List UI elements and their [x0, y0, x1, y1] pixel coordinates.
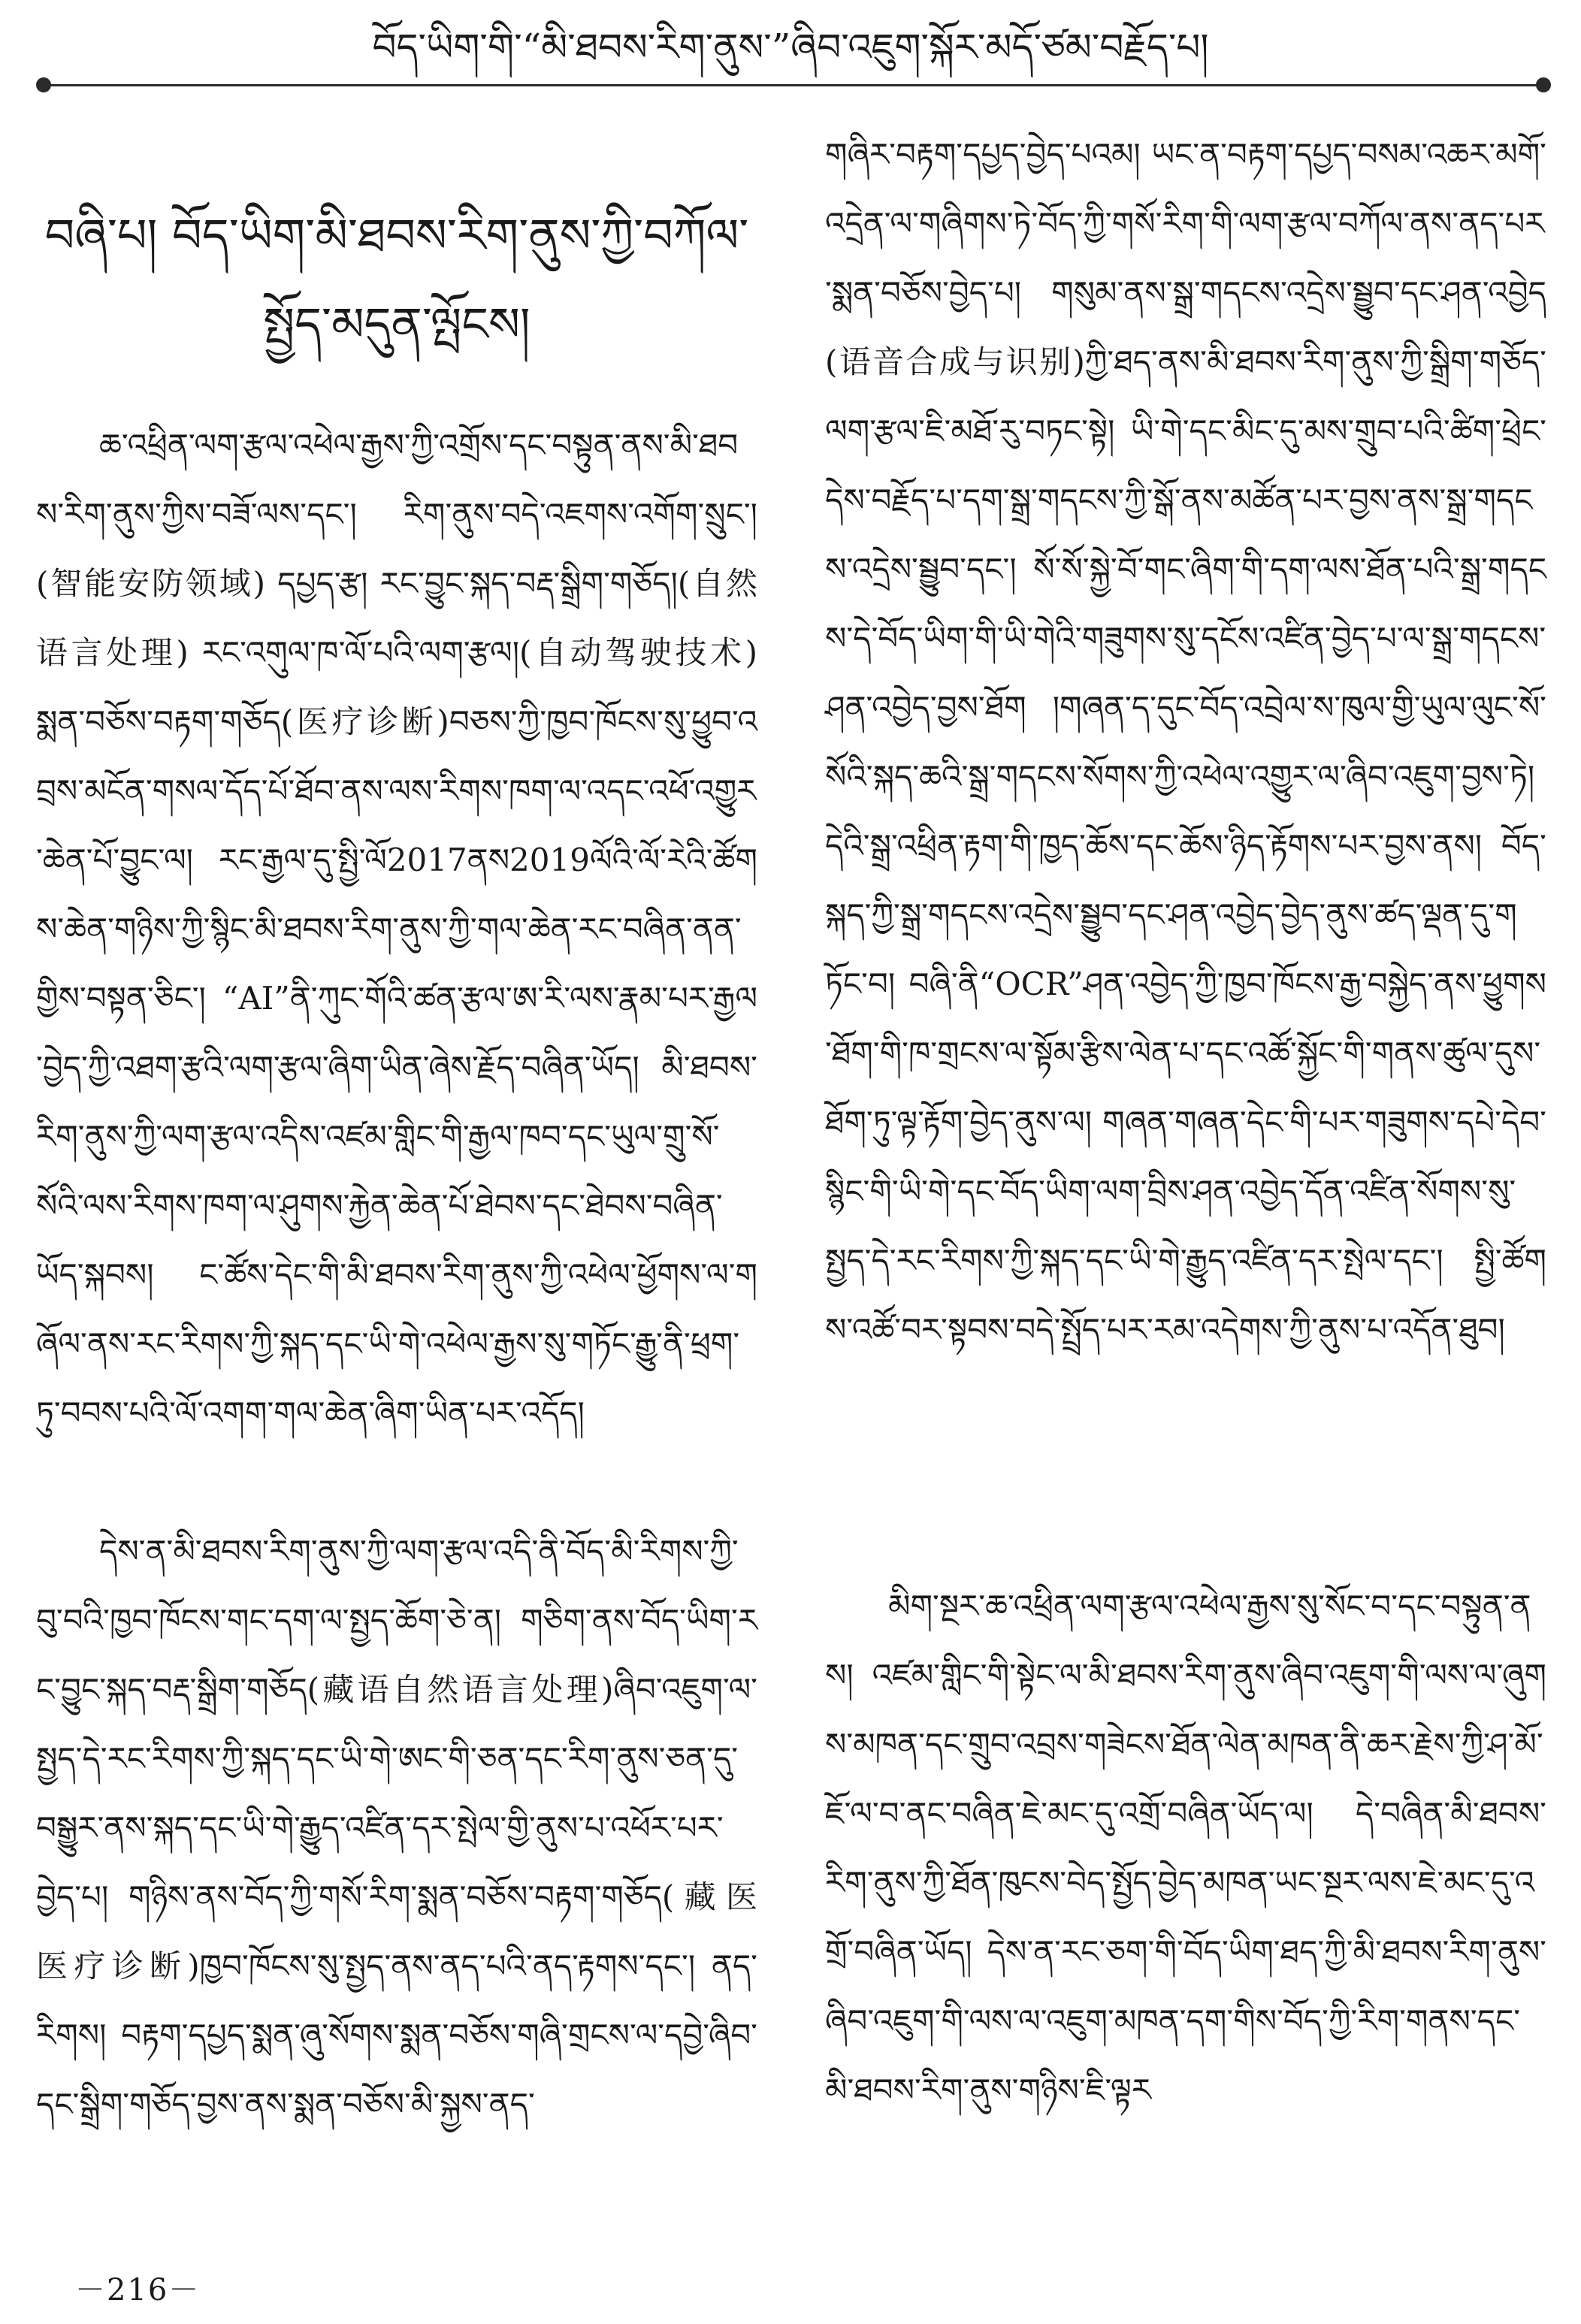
section-title: བཞི་པ། བོད་ཡིག་མི་ཐབས་རིག་ནུས་ཀྱི་བཀོལ་སྤྱོད་མདུན་ལྤོངས། [44, 208, 749, 352]
right-column [825, 120, 1546, 2125]
header-rule-left-dot [36, 77, 51, 92]
header-rule [44, 84, 1543, 86]
body-paragraph-3: གཞིར་བརྟག་དཔྱད་བྱེད་པའམ། ཡང་ན་བརྟག་དཔྱད་བསམ་འཆར་མགོ་འདྲེན་ལ་གཞིགས་ཏེ་བོད་ཀྱི་གསོ་རིག་གི་ལག་རྩལ་བཀོལ་ནས་ནད་པར་སྨན་བཅོས་བྱེད་པ། གསུམ་ནས་སྒྲ་གདངས་འདྲེས་སྦྱུབ་དང་ཤན་འབྱེད(语音合成与识别)ཀྱི་ཐད་ནས་མི་ཐབས་རིག་ནུས་ཀྱི་སྒྲིག་གཅོད་ལག་རྩལ་ཇི་མཐོ་རུ་བཏང་སྟེ། ཡི་གེ་དང་མིང་དུ་མས་གྲུབ་པའི་ཚིག་ཕྲེང་དེས་བརྗོད་པ་དག་སྒྲ་གདངས་ཀྱི་སྒོ་ནས་མཚོན་པར་བྱས་ནས་སྒྲ་གདངས་འདྲེས་སྦྱུབ་དང་། སོ་སོ་སྐྱེ་བོ་གང་ཞིག་གི་དག་ལས་ཐོན་པའི་སྒྲ་གདངས་དེ་བོད་ཡིག་གི་ཡི་གེའི་གཟུགས་སུ་དངོས་འཛིན་བྱེད་པ་ལ་སྒྲ་གདངས་ཤན་འབྱེད་བྱས་ཐོག །གཞན་ད་དུང་བོད་འབྲེལ་ས་ཁུལ་གྱི་ཡུལ་ལུང་སོ་སོའི་སྐད་ཆའི་སྒྲ་གདངས་སོགས་ཀྱི་འཕེལ་འགྱུར་ལ་ཞིབ་འཇུག་བྱས་ཏེ། དེའི་སྒྲ་འཕྲིན་རྟག་གི་ཁྱད་ཆོས་དང་ཆོས་ཉིད་རྟོགས་པར་བྱས་ནས། བོད་སྐད་ཀྱི་སྒྲ་གདངས་འདྲེས་སྦྱུབ་དང་ཤན་འབྱེད་བྱེད་ནུས་ཚད་ལྡན་དུ་གཏོང་བ། བཞི་ནི“OCR”ཤན་འབྱེད་ཀྱི་ཁྱབ་ཁོངས་རྒྱ་བསྐྱེད་ནས་ཕྱུགས་ཐོག་གི་ཁ་གྲངས་ལ་སྟོམ་རྩིས་ལེན་པ་དང་འཚོ་སྐྱོང་གི་གནས་ཚུལ་དུས་ཐོག་ཏུ་ལྟ་རྟོག་བྱེད་ནུས་ལ། གཞན་གཞན་དེང་གི་པར་གཟུགས་དཔེ་དེབ་སྙིང་གི་ཡི་གེ་དང་བོད་ཡིག་ལག་བྲིས་ཤན་འབྱེད་དོན་འཛིན་སོགས་སུ་སྤྱད་དེ་རང་རིགས་ཀྱི་སྐད་དང་ཡི་གེ་རྒྱུད་འཛིན་དར་སྤེལ་དང་། སྤྱི་ཚོགས་འཚོ་བར་སྟབས་བདེ་སྤྲོད་པར་རམ་འདེགས་ཀྱི་ནུས་པ་འདོན་ཐུབ། [825, 136, 1546, 1348]
page-number: －216－ [75, 2273, 201, 2307]
body-paragraph-4: མིག་སྔར་ཆ་འཕྲིན་ལག་རྩལ་འཕེལ་རྒྱས་སུ་སོང་བ་དང་བསྟུན་ནས། འཛམ་གླིང་གི་སྟེང་ལ་མི་ཐབས་རིག་ནུས་ཞིབ་འཇུག་གི་ལས་ལ་ཞུགས་མཁན་དང་གྲུབ་འབྲས་གཟེངས་ཐོན་ལེན་མཁན་ནི་ཆར་རྗེས་ཀྱི་ཤ་མོ་ཇོ་ལ་བ་ནང་བཞིན་ཇེ་མང་དུ་འགྲོ་བཞིན་ཡོད་ལ། དེ་བཞིན་མི་ཐབས་རིག་ནུས་ཀྱི་ཐོན་ཁུངས་བེད་སྤྱོད་བྱེད་མཁན་ཡང་སྔར་ལས་ཇེ་མང་དུ་འགྲོ་བཞིན་ཡོད། དེས་ན་རང་ཅག་གི་བོད་ཡིག་ཐད་ཀྱི་མི་ཐབས་རིག་ནུས་ཞིབ་འཇུག་གི་ལས་ལ་འཇུག་མཁན་དག་གིས་བོད་ཀྱི་རིག་གནས་དང་མི་ཐབས་རིག་ནུས་གཉིས་ཇི་ལྟར [825, 1588, 1546, 2108]
body-paragraph-2: དེས་ན་མི་ཐབས་རིག་ནུས་ཀྱི་ལག་རྩལ་འདི་ནི་བོད་མི་རིགས་ཀྱི་བུ་བའི་ཁྱབ་ཁོངས་གང་དག་ལ་སྤྱད་ཆོག་ཅེ་ན། གཅིག་ནས་བོད་ཡིག་རང་བྱུང་སྐད་བརྡ་སྒྲིག་གཅོད(藏语自然语言处理)ཞིབ་འཇུག་ལ་སྤྱད་དེ་རང་རིགས་ཀྱི་སྐད་དང་ཡི་གེ་ཨང་གི་ཅན་དང་རིག་ནུས་ཅན་དུ་བསྒྱུར་ནས་སྐད་དང་ཡི་གེ་རྒྱུད་འཛིན་དར་སྤེལ་གྱི་ནུས་པ་འཕོར་པར་བྱེད་པ། གཉིས་ནས་བོད་ཀྱི་གསོ་རིག་སྨན་བཅོས་བརྟག་གཅོད(藏医医疗诊断)ཁྱབ་ཁོངས་སུ་སྤྱད་ནས་ནད་པའི་ནད་རྟགས་དང་། ནད་རིགས། བརྟག་དཔྱད་སྨན་ཞུ་སོགས་སྨན་བཅོས་གཞི་གྲངས་ལ་དབྱེ་ཞིབ་དང་སྒྲིག་གཅོད་བྱས་ནས་སྨན་བཅོས་མི་སྐྱས་ནད་ [36, 1533, 757, 2123]
body-paragraph-1: ཆ་འཕྲིན་ལག་རྩལ་འཕེལ་རྒྱས་ཀྱི་འགྲོས་དང་བསྟུན་ནས་མི་ཐབས་རིག་ནུས་ཀྱིས་བཟོ་ལས་དང་། རིག་ནུས་བདེ་འཇགས་འགོག་སྲུང་།(智能安防领域) དཔྱད་རྩ། རང་བྱུང་སྐད་བརྡ་སྒྲིག་གཅོད།(自然语言处理) རང་འགུལ་ཁ་ལོ་པའི་ལག་རྩལ།(自动驾驶技术) སྨན་བཅོས་བརྟག་གཅོད(医疗诊断)བཅས་ཀྱི་ཁྱབ་ཁོངས་སུ་ཕྱུབ་འབྲས་མངོན་གསལ་དོད་པོ་ཐོབ་ནས་ལས་རིགས་ཁག་ལ་འདང་འཕོ་འགྱུར་ཆེན་པོ་བྱུང་ལ། རང་རྒྱལ་དུ་སྤྱི་ལོ2017ནས2019ལོའི་ལོ་རེའི་ཚོགས་ཆེན་གཉིས་ཀྱི་སྙིང་མི་ཐབས་རིག་ནུས་ཀྱི་གལ་ཆེན་རང་བཞིན་ནན་གྱིས་བསྟན་ཅིང་། “AI”ནི་ཀུང་གོའི་ཚན་རྩལ་ཨ་རི་ལས་རྣམ་པར་རྒྱལ་བྱེད་ཀྱི་འཐག་རྩའི་ལག་རྩལ་ཞིག་ཡིན་ཞེས་རྗོད་བཞིན་ཡོད། མི་ཐབས་རིག་ནུས་ཀྱི་ལག་རྩལ་འདིས་འཛམ་གླིང་གི་རྒྱལ་ཁབ་དང་ཡུལ་གྲུ་སོ་སོའི་ལས་རིགས་ཁག་ལ་ཤུགས་རྐྱེན་ཆེན་པོ་ཐེབས་དང་ཐེབས་བཞིན་ཡོད་སྐབས། ང་ཚོས་དེང་གི་མི་ཐབས་རིག་ནུས་ཀྱི་འཕེལ་ཕྱོགས་ལ་གཞོལ་ནས་རང་རིགས་ཀྱི་སྐད་དང་ཡི་གེ་འཕེལ་རྒྱས་སུ་གཏོང་རྒྱུ་ནི་ཕྲག་ཏུ་བབས་པའི་ལོ་འགག་གལ་ཆེན་ཞིག་ཡིན་པར་འདོད། [36, 427, 757, 1431]
running-header: བོད་ཡིག་གི་“མི་ཐབས་རིག་ནུས་”ཞིབ་འཇུག་སྐོར་མདོ་ཙམ་བརྗོད་པ། [372, 26, 1209, 69]
header-rule-right-dot [1536, 77, 1551, 92]
left-column [36, 120, 757, 2123]
